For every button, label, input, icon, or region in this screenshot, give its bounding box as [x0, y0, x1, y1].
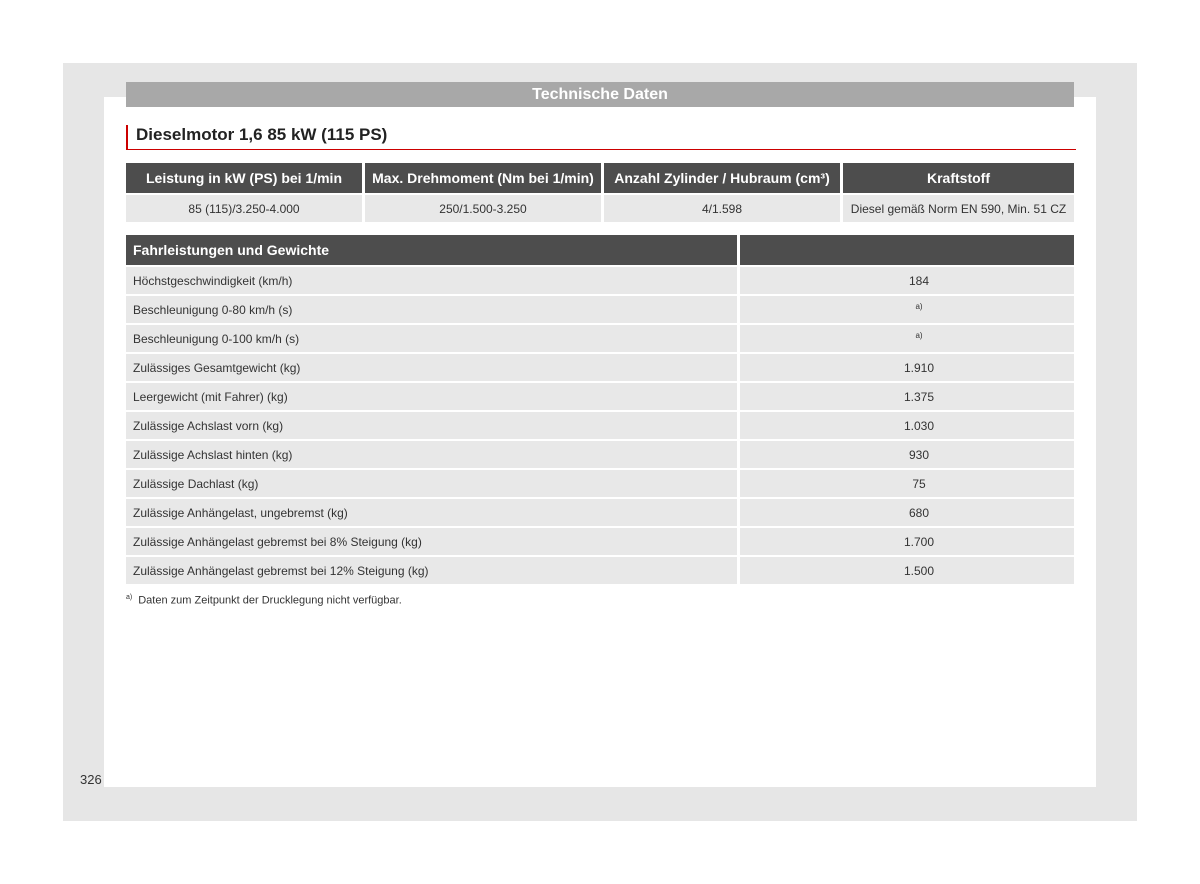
row-value: 1.030	[737, 410, 1074, 439]
engine-cell: 4/1.598	[604, 193, 843, 222]
table-row	[126, 381, 1074, 410]
footnote	[126, 594, 402, 607]
row-value	[737, 294, 1074, 323]
engine-header-cell: Max. Drehmoment (Nm bei 1/min)	[365, 163, 604, 193]
footnote-marker: a)	[126, 594, 133, 601]
engine-cell: 250/1.500-3.250	[365, 193, 604, 222]
table-row	[126, 439, 1074, 468]
row-label: Zulässige Anhängelast gebremst bei 8% Steigung (kg)	[126, 526, 737, 555]
performance-table	[126, 235, 1074, 584]
row-label: Zulässige Anhängelast, ungebremst (kg)	[126, 497, 737, 526]
chapter-header	[126, 82, 1074, 107]
page-number: 326	[80, 772, 102, 787]
footnote-ref: a)	[915, 331, 923, 340]
engine-table-header-row	[126, 163, 1074, 193]
row-value	[737, 323, 1074, 352]
row-label: Zulässiges Gesamtgewicht (kg)	[126, 352, 737, 381]
section-title: Dieselmotor 1,6 85 kW (115 PS)	[136, 125, 388, 144]
engine-header-cell: Kraftstoff	[843, 163, 1074, 193]
section-heading	[126, 125, 1076, 150]
row-label: Zulässige Anhängelast gebremst bei 12% Steigung (kg)	[126, 555, 737, 584]
row-value: 1.375	[737, 381, 1074, 410]
table-row	[126, 323, 1074, 352]
row-value: 1.700	[737, 526, 1074, 555]
row-value: 184	[737, 265, 1074, 294]
row-value: 1.910	[737, 352, 1074, 381]
row-label: Leergewicht (mit Fahrer) (kg)	[126, 381, 737, 410]
engine-header-cell: Anzahl Zylinder / Hubraum (cm³)	[604, 163, 843, 193]
footnote-text: Daten zum Zeitpunkt der Drucklegung nicht verfügbar.	[138, 594, 402, 607]
chapter-title: Technische Daten	[532, 86, 668, 103]
performance-header-value	[737, 235, 1074, 265]
table-row	[126, 410, 1074, 439]
row-label: Höchstgeschwindigkeit (km/h)	[126, 265, 737, 294]
row-label: Zulässige Dachlast (kg)	[126, 468, 737, 497]
performance-header-label: Fahrleistungen und Gewichte	[126, 235, 737, 265]
engine-header-cell: Leistung in kW (PS) bei 1/min	[126, 163, 365, 193]
row-label: Zulässige Achslast hinten (kg)	[126, 439, 737, 468]
row-value: 75	[737, 468, 1074, 497]
engine-table	[126, 163, 1074, 222]
row-value: 930	[737, 439, 1074, 468]
row-value: 680	[737, 497, 1074, 526]
table-row	[126, 352, 1074, 381]
footnote-ref: a)	[915, 302, 923, 311]
row-label: Zulässige Achslast vorn (kg)	[126, 410, 737, 439]
table-row	[126, 497, 1074, 526]
row-label: Beschleunigung 0-100 km/h (s)	[126, 323, 737, 352]
table-row	[126, 294, 1074, 323]
row-label: Beschleunigung 0-80 km/h (s)	[126, 294, 737, 323]
table-row	[126, 526, 1074, 555]
engine-cell: 85 (115)/3.250-4.000	[126, 193, 365, 222]
table-row	[126, 468, 1074, 497]
table-row	[126, 555, 1074, 584]
engine-table-row	[126, 193, 1074, 222]
performance-table-header-row	[126, 235, 1074, 265]
row-value: 1.500	[737, 555, 1074, 584]
table-row	[126, 265, 1074, 294]
engine-cell: Diesel gemäß Norm EN 590, Min. 51 CZ	[843, 193, 1074, 222]
